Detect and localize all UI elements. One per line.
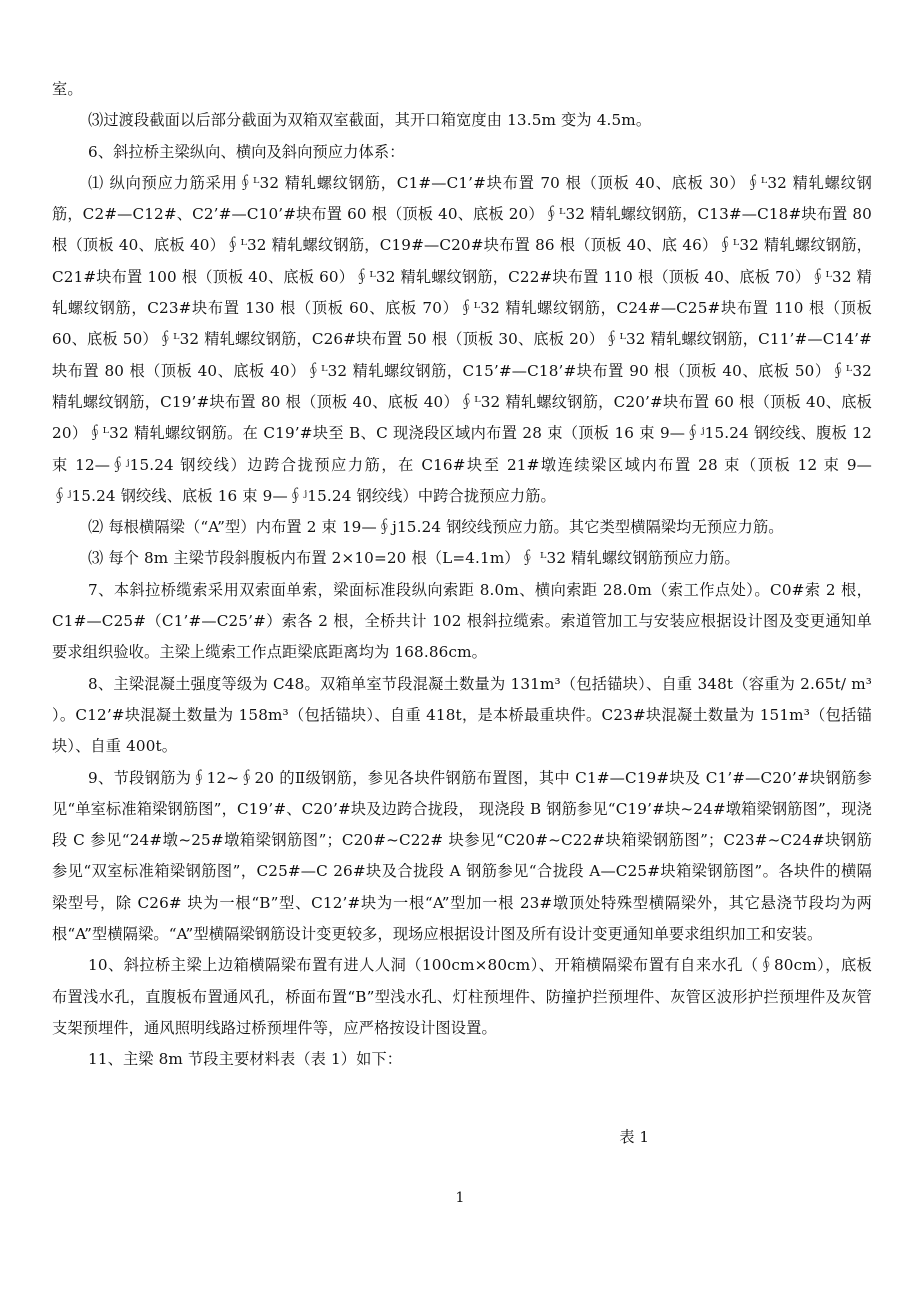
paragraph-cable-system: 7、本斜拉桥缆索采用双索面单索，梁面标准段纵向索距 8.0m、横向索距 28.0m（索工作点处）。C0#索 2 根，C1#—C25#（C1’#—C25’#）索各 2 根，全桥共计 102 根斜拉缆索。索道管加工与安装应根据设计图及变更通知单要求组织验收。主梁上缆索工作点距梁底距离均为 168.86cm。: [52, 580, 872, 662]
paragraph-continuation: 室。: [52, 80, 83, 98]
paragraph-concrete: 8、主梁混凝土强度等级为 C48。双箱单室节段混凝土数量为 131m³（包括锚块）、自重 348t（容重为 2.65t/ m³ ）。C12’#块混凝土数量为 158m³（包括锚块）、自重 418t，是本桥最重块件。C23#块混凝土数量为 151m³（包括锚块）、自重 400t。: [52, 674, 872, 756]
paragraph-rebar: 9、节段钢筋为∮12~∮20 的Ⅱ级钢筋，参见各块件钢筋布置图，其中 C1#—C19#块及 C1’#—C20’#块钢筋参见“单室标准箱梁钢筋图”，C19’#、C20’#块及边跨合拢段， 现浇段 B 钢筋参见“C19’#块~24#墩箱梁钢筋图”，现浇段 C 参见“24#墩~25#墩箱梁钢筋图”；C20#~C22# 块参见“C20#~C22#块箱梁钢筋图”；C23#~C24#块钢筋参见“双室标准箱梁钢筋图”，C25#—C 26#块及合拢段 A 钢筋参见“合拢段 A—C25#块箱梁钢筋图”。各块件的横隔梁型号，除 C26# 块为一根“B”型、C12’#块为一根“A”型加一根 23#墩顶处特殊型横隔梁外，其它悬浇节段均为两根“A”型横隔梁。“A”型横隔梁钢筋设计变更较多，现场应根据设计图及所有设计变更通知单要求组织加工和安装。: [52, 768, 872, 944]
heading-prestress-system: 6、斜拉桥主梁纵向、横向及斜向预应力体系：: [88, 142, 405, 161]
table-caption: 表 1: [619, 1128, 649, 1146]
paragraph-material-table-intro: 11、主梁 8m 节段主要材料表（表 1）如下：: [88, 1050, 403, 1069]
paragraph-longitudinal-prestress: ⑴ 纵向预应力筋采用∮ᴸ32 精轧螺纹钢筋，C1#—C1’#块布置 70 根（顶板 40、底板 30）∮ᴸ32 精轧螺纹钢筋，C2#—C12#、C2’#—C10’#块布置 60 根（顶板 40、底板 20）∮ᴸ32 精轧螺纹钢筋，C13#—C18#块布置 80 根（顶板 40、底板 40）∮ᴸ32 精轧螺纹钢筋，C19#—C20#块布置 86 根（顶板 40、底 46）∮ᴸ32 精轧螺纹钢筋，C21#块布置 100 根（顶板 40、底板 60）∮ᴸ32 精轧螺纹钢筋，C22#块布置 110 根（顶板 40、底板 70）∮ᴸ32 精轧螺纹钢筋，C23#块布置 130 根（顶板 60、底板 70）∮ᴸ32 精轧螺纹钢筋，C24#—C25#块布置 110 根（顶板 60、底板 50）∮ᴸ32 精轧螺纹钢筋，C26#块布置 50 根（顶板 30、底板 20）∮ᴸ32 精轧螺纹钢筋，C11’#—C14’#块布置 80 根（顶板 40、底板 40）∮ᴸ32 精轧螺纹钢筋，C15’#—C18’#块布置 90 根（顶板 40、底板 50）∮ᴸ32 精轧螺纹钢筋，C19’#块布置 80 根（顶板 40、底板 40）∮ᴸ32 精轧螺纹钢筋，C20’#块布置 60 根（顶板 40、底板 20）∮ᴸ32 精轧螺纹钢筋。在 C19’#块至 B、C 现浇段区域内布置 28 束（顶板 16 束 9—∮ʲ15.24 钢绞线、腹板 12 束 12—∮ʲ15.24 钢绞线）边跨合拢预应力筋，在 C16#块至 21#墩连续梁区域内布置 28 束（顶板 12 束 9—∮ʲ15.24 钢绞线、底板 16 束 9—∮ʲ15.24 钢绞线）中跨合拢预应力筋。: [52, 173, 872, 505]
paragraph-transition-section: ⑶过渡段截面以后部分截面为双箱双室截面，其开口箱宽度由 13.5m 变为 4.5m。: [88, 111, 652, 130]
paragraph-diaphragm-prestress: ⑵ 每根横隔梁（“A”型）内布置 2 束 19—∮j15.24 钢绞线预应力筋。其它类型横隔梁均无预应力筋。: [88, 518, 784, 537]
paragraph-web-prestress: ⑶ 每个 8m 主梁节段斜腹板内布置 2×10=20 根（L=4.1m）∮ ᴸ32 精轧螺纹钢筋预应力筋。: [88, 549, 740, 568]
body-text: [52, 74, 872, 1076]
page-number: 1: [455, 1190, 465, 1206]
paragraph-embedded-parts: 10、斜拉桥主梁上边箱横隔梁布置有进人人洞（100cm×80cm）、开箱横隔梁布置有自来水孔（∮80cm），底板布置浅水孔，直腹板布置通风孔，桥面布置“B”型浅水孔、灯柱预埋件、防撞护拦预埋件、灰管区波形护拦预埋件及灰管支架预埋件，通风照明线路过桥预埋件等，应严格按设计图设置。: [52, 956, 872, 1037]
